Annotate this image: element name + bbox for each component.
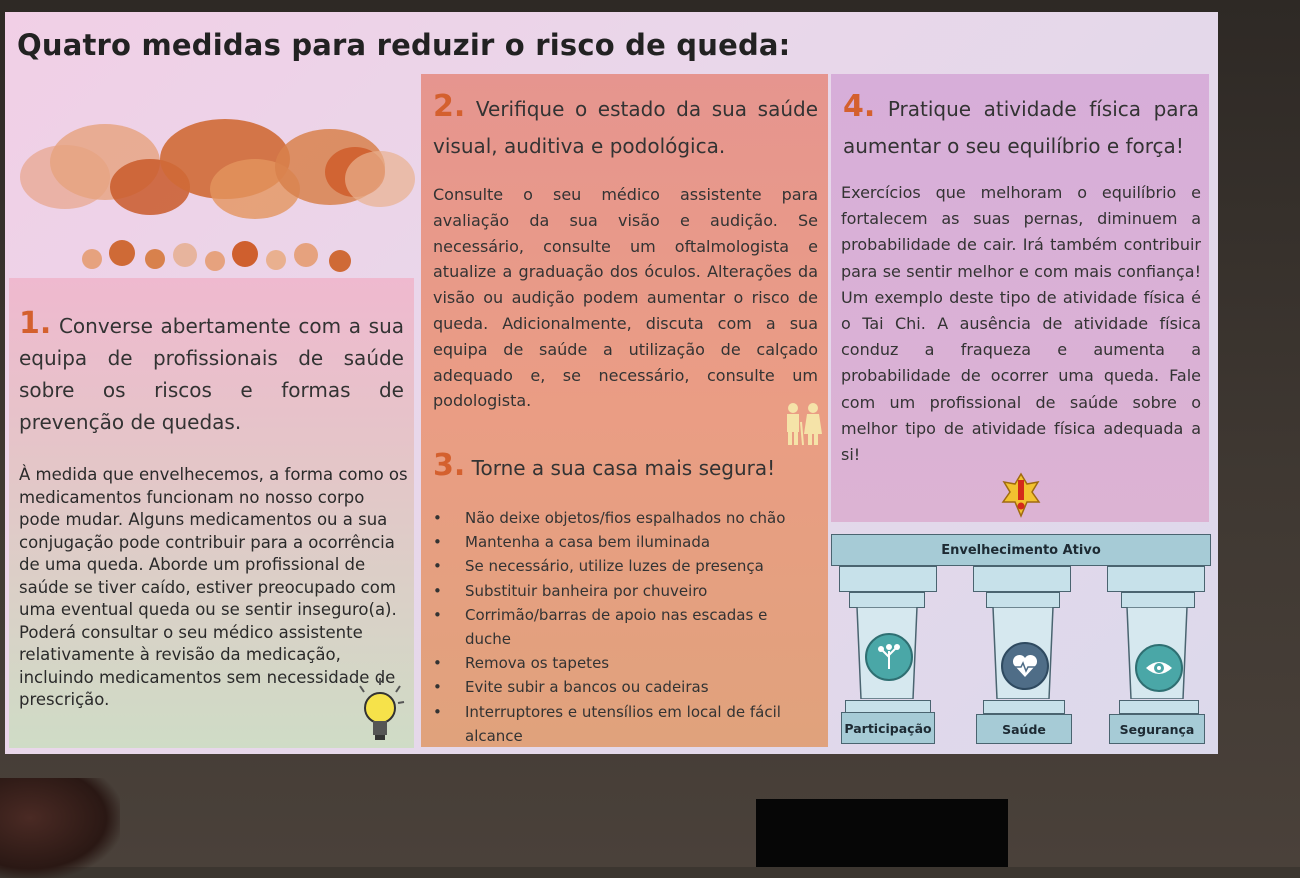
measure-4-heading: Pratique atividade física para aumentar o seu equilíbrio e força! xyxy=(843,97,1200,158)
list-item: • Não deixe objetos/fios espalhados no chão xyxy=(431,506,816,530)
measure-1-number: 1. xyxy=(19,306,52,341)
measure-3-number: 3. xyxy=(433,448,466,483)
projected-slide xyxy=(5,12,1218,754)
measure-2-number: 2. xyxy=(433,89,466,124)
measure-3-heading: Torne a sua casa mais segura! xyxy=(471,456,776,480)
pillars-roof-label: Envelhecimento Ativo xyxy=(831,534,1211,566)
list-item: • Substituir banheira por chuveiro xyxy=(431,579,816,603)
measure-4-panel xyxy=(831,74,1209,522)
audience-silhouette xyxy=(0,778,120,878)
speech-bubbles-icon xyxy=(10,107,415,287)
pillar-cap xyxy=(849,592,925,608)
tree-icon xyxy=(865,633,913,681)
active-ageing-pillars xyxy=(831,532,1213,752)
measure-1-body: À medida que envelhecemos, a forma como os medicamentos funcionam no nosso corpo pode mudar. Alguns medicamentos ou a sua conjugação pode contribuir para a ocorrência de uma queda. Aborde um profissional de saúde se tiver caído, estiver preocupado com uma eventual queda ou se sentir inseguro(a). Poderá consultar o seu médico assistente relativamente à revisão da medicação, incluindo medicamentos sem necessidade de prescrição. xyxy=(19,465,408,709)
pillar-plinth xyxy=(983,700,1065,714)
list-item: • Evite subir a bancos ou cadeiras xyxy=(431,675,816,699)
measure-4-number: 4. xyxy=(843,89,876,124)
projector-object xyxy=(756,799,1008,867)
pillar-cap xyxy=(973,566,1071,592)
heart-icon xyxy=(1001,642,1049,690)
list-item: • Interruptores e utensílios em local de fácil alcance xyxy=(431,700,816,748)
warning-icon xyxy=(1001,472,1041,520)
pillar-label-seguranca: Segurança xyxy=(1109,714,1205,744)
lightbulb-icon xyxy=(354,676,406,746)
home-safety-list xyxy=(431,506,816,748)
pillar-cap xyxy=(1107,566,1205,592)
pillar-label-participacao: Participação xyxy=(841,712,935,744)
measure-1-heading: Converse abertamente com a sua equipa de profissionais de saúde sobre os riscos e formas de prevenção de quedas. xyxy=(19,314,405,434)
pillar-plinth xyxy=(1119,700,1199,714)
list-item: • Se necessário, utilize luzes de presença xyxy=(431,554,816,578)
measure-2-body: Consulte o seu médico assistente para avaliação da sua visão e audição. Se necessário, consulte um oftalmologista e atualize a graduação dos óculos. Alterações da visão ou audição podem aumentar o risco de queda. Adicionalmente, discuta com a sua equipa de saúde a utilização de calçado adequado e, se necessário, consulte um podologista. xyxy=(433,185,818,411)
pillar-cap xyxy=(986,592,1060,608)
list-item: • Corrimão/barras de apoio nas escadas e duche xyxy=(431,603,816,651)
eye-icon xyxy=(1135,644,1183,692)
measure-2-3-panel xyxy=(421,74,828,747)
list-item: • Mantenha a casa bem iluminada xyxy=(431,530,816,554)
measure-1-panel xyxy=(9,278,414,748)
measure-2-heading: Verifique o estado da sua saúde visual, auditiva e podológica. xyxy=(433,97,819,158)
pillar-label-saude: Saúde xyxy=(976,714,1072,744)
pillar-cap xyxy=(839,566,937,592)
elderly-couple-icon xyxy=(781,402,825,446)
slide-title: Quatro medidas para reduzir o risco de queda: xyxy=(17,28,791,62)
list-item: • Remova os tapetes xyxy=(431,651,816,675)
pillar-cap xyxy=(1121,592,1195,608)
measure-4-body: Exercícios que melhoram o equilíbrio e fortalecem as suas pernas, diminuem a probabilidade de cair. Irá também contribuir para se sentir melhor e com mais confiança! Um exemplo deste tipo de atividade física é o Tai Chi. A ausência de atividade física conduz a fraqueza e aumenta a probabilidade de ocorrer uma queda. Fale com um profissional de saúde sobre o melhor tipo de atividade física adequada a si! xyxy=(841,183,1201,465)
